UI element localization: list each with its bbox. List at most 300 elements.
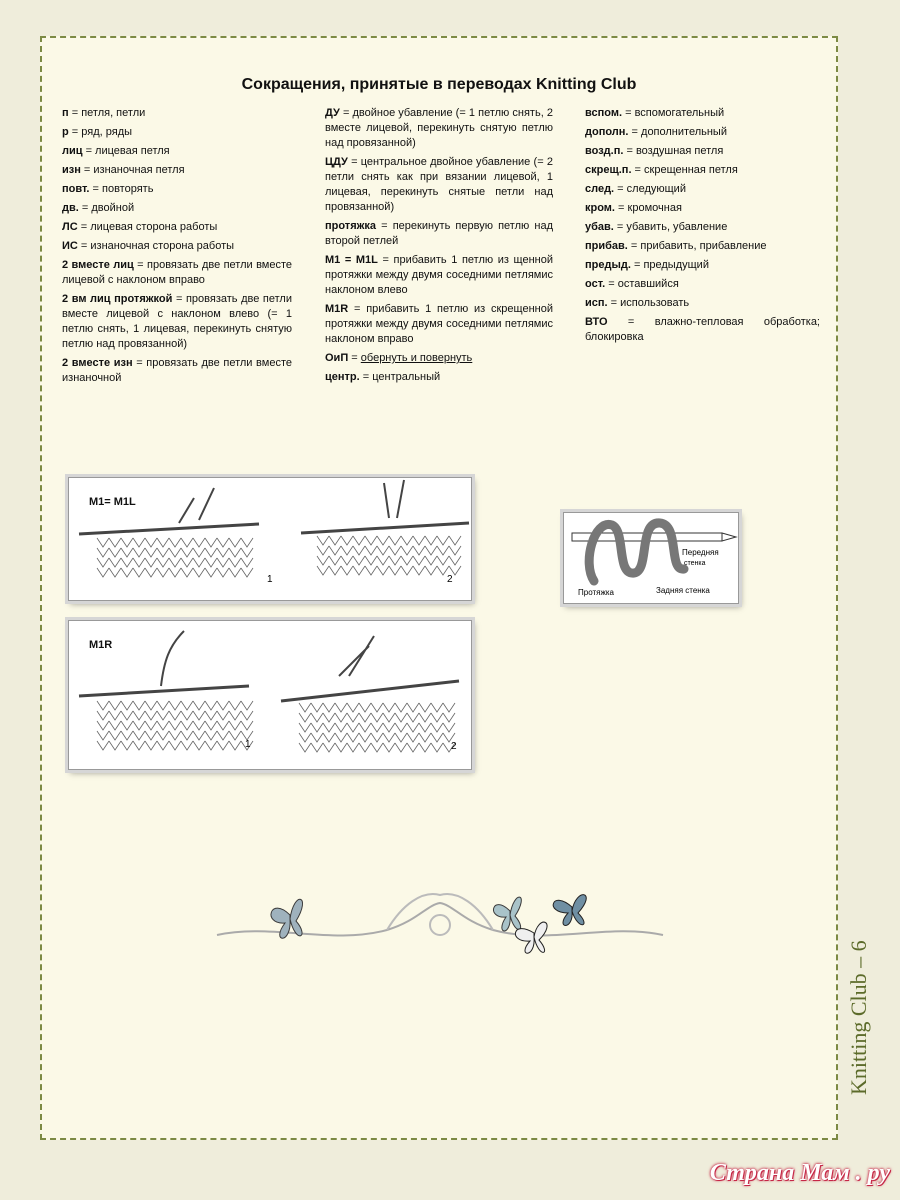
- stitch-mark: [109, 721, 121, 730]
- stitch-mark: [413, 546, 425, 555]
- stitch-mark: [193, 721, 205, 730]
- stitch-mark: [389, 536, 401, 545]
- abbreviation-term: 2 вместе изн: [62, 357, 133, 369]
- abbreviation-entry: [62, 125, 292, 140]
- abbreviation-term: убав.: [585, 221, 614, 233]
- stitch-mark: [217, 721, 229, 730]
- stitch-mark: [157, 538, 169, 547]
- stitch-mark: [169, 701, 181, 710]
- stitch-mark: [229, 538, 241, 547]
- stitch-mark: [109, 701, 121, 710]
- abbreviation-entry: [62, 144, 292, 159]
- butterfly-icon: [553, 895, 586, 926]
- stitch-mark: [389, 546, 401, 555]
- stitch-mark: [437, 556, 449, 565]
- stitch-mark: [181, 568, 193, 577]
- stitch-mark: [395, 723, 407, 732]
- abbreviation-entry: [325, 370, 553, 385]
- stitch-mark: [229, 731, 241, 740]
- stitch-mark: [353, 536, 365, 545]
- stitch-mark: [145, 568, 157, 577]
- stitch-mark: [443, 703, 455, 712]
- abbreviation-term: ЦДУ: [325, 156, 348, 168]
- stitch-mark: [121, 568, 133, 577]
- stitch-mark: [241, 538, 253, 547]
- abbreviation-entry: [325, 219, 553, 249]
- stitch-mark: [229, 568, 241, 577]
- stitch-mark: [299, 703, 311, 712]
- stitch-mark: [449, 556, 461, 565]
- page-title: Сокращения, принятые в переводах Knitting Club: [241, 76, 637, 93]
- stitch-mark: [395, 743, 407, 752]
- abbreviation-term: ДУ: [325, 107, 340, 119]
- stitch-mark: [157, 568, 169, 577]
- stitch-mark: [169, 558, 181, 567]
- stitch-mark: [407, 713, 419, 722]
- stitch-mark: [193, 548, 205, 557]
- stitch-mark: [193, 558, 205, 567]
- stitch-mark: [133, 568, 145, 577]
- abbreviation-definition: = двойное убавление (= 1 петлю снять, 2 вместе лицевой, перекинуть снятую петлю над провязанной): [325, 107, 553, 149]
- stitch-mark: [97, 741, 109, 750]
- abbreviation-term: дополн.: [585, 126, 629, 138]
- stitch-mark: [97, 711, 109, 720]
- stitch-mark: [121, 741, 133, 750]
- abbreviation-entry: [62, 201, 292, 216]
- stitch-mark: [121, 711, 133, 720]
- abbreviation-term: исп.: [585, 297, 608, 309]
- stitch-mark: [133, 741, 145, 750]
- stitch-mark: [347, 703, 359, 712]
- stitch-mark: [341, 556, 353, 565]
- abbreviation-entry: [62, 106, 292, 121]
- stitch-mark: [299, 713, 311, 722]
- abbreviation-definition: = лицевая сторона работы: [77, 221, 218, 233]
- stitch-mark: [347, 713, 359, 722]
- butterfly-icon: [494, 897, 522, 931]
- stitch-mark: [323, 723, 335, 732]
- abbreviation-entry: [62, 258, 292, 288]
- stitch-mark: [377, 536, 389, 545]
- stitch-mark: [241, 721, 253, 730]
- stitch-mark: [395, 733, 407, 742]
- stitch-mark: [205, 731, 217, 740]
- stitch-mark: [323, 703, 335, 712]
- abbreviation-entry: [325, 351, 553, 366]
- stitch-mark: [377, 566, 389, 575]
- stitch-mark: [299, 743, 311, 752]
- abbreviation-term: р: [62, 126, 69, 138]
- stitch-mark: [449, 536, 461, 545]
- stitch-mark: [229, 558, 241, 567]
- abbreviation-definition: = провязать две петли вместе лицевой с наклоном влево (= 1 петлю снять, 1 лицевая, перекинуть снятую петлю над провязанной): [62, 293, 292, 350]
- stitch-mark: [121, 721, 133, 730]
- stitch-mark: [449, 546, 461, 555]
- stitch-mark: [217, 548, 229, 557]
- stitch-mark: [365, 536, 377, 545]
- stitch-mark: [229, 701, 241, 710]
- stitch-mark: [157, 558, 169, 567]
- stitch-mark: [425, 546, 437, 555]
- stitch-mark: [407, 703, 419, 712]
- stitch-mark: [193, 731, 205, 740]
- stitch-mark: [419, 713, 431, 722]
- stitch-mark: [311, 743, 323, 752]
- strand-illustration: [564, 513, 740, 605]
- stitch-mark: [365, 556, 377, 565]
- stitch-mark: [193, 741, 205, 750]
- stitch-mark: [133, 701, 145, 710]
- butterfly-ornament: [212, 885, 668, 963]
- stitch-mark: [377, 546, 389, 555]
- stitch-mark: [401, 546, 413, 555]
- stitch-mark: [341, 546, 353, 555]
- stitch-mark: [431, 723, 443, 732]
- stitch-mark: [97, 548, 109, 557]
- abbreviation-term: п: [62, 107, 69, 119]
- stitch-mark: [205, 721, 217, 730]
- stitch-mark: [419, 703, 431, 712]
- stitch-mark: [329, 546, 341, 555]
- stitch-mark: [401, 556, 413, 565]
- side-page-label: Knitting Club – 6: [846, 940, 871, 1095]
- stitch-mark: [109, 731, 121, 740]
- stitch-mark: [413, 536, 425, 545]
- abbreviation-definition: = скрещенная петля: [631, 164, 738, 176]
- stitch-mark: [413, 556, 425, 565]
- abbreviation-term: протяжка: [325, 220, 377, 232]
- stitch-mark: [419, 733, 431, 742]
- stitch-mark: [169, 731, 181, 740]
- stitch-mark: [109, 558, 121, 567]
- stitch-mark: [299, 733, 311, 742]
- abbreviation-term: ОиП: [325, 352, 349, 364]
- stitch-mark: [443, 723, 455, 732]
- stitch-mark: [181, 548, 193, 557]
- front-wall-label-2: стенка: [684, 560, 706, 567]
- abbreviation-entry: [585, 258, 820, 273]
- abbreviation-definition: = прибавить 1 петлю из щенной протяжки между двумя соседними петлямис наклоном влево: [325, 254, 553, 296]
- stitch-mark: [133, 548, 145, 557]
- stitch-mark: [407, 723, 419, 732]
- m1r-step-1: 1: [245, 739, 251, 750]
- stitch-mark: [157, 711, 169, 720]
- m1r-illustration: [69, 621, 473, 771]
- stitch-mark: [395, 703, 407, 712]
- stitch-mark: [241, 548, 253, 557]
- stitch-mark: [133, 711, 145, 720]
- abbreviation-definition: = изнаночная петля: [80, 164, 185, 176]
- stitch-mark: [241, 711, 253, 720]
- stitch-mark: [205, 538, 217, 547]
- stitch-mark: [419, 723, 431, 732]
- abbreviation-definition: = провязать две петли вместе лицевой с наклоном вправо: [62, 259, 292, 286]
- abbreviation-term: вспом.: [585, 107, 623, 119]
- stitch-mark: [443, 713, 455, 722]
- stitch-mark: [109, 711, 121, 720]
- stitch-mark: [109, 548, 121, 557]
- abbreviation-term: 2 вм лиц протяжкой: [62, 293, 173, 305]
- abbreviation-entry: [585, 144, 820, 159]
- stitch-mark: [335, 733, 347, 742]
- abbreviation-entry: [585, 163, 820, 178]
- stitch-mark: [133, 731, 145, 740]
- abbreviation-term: лиц: [62, 145, 83, 157]
- abbreviation-entry: [585, 125, 820, 140]
- watermark: Страна Мам . ру: [709, 1160, 890, 1186]
- abbreviation-term: ост.: [585, 278, 606, 290]
- stitch-mark: [97, 701, 109, 710]
- m1l-illustration: [69, 478, 473, 602]
- abbreviation-definition: = вспомогательный: [622, 107, 725, 119]
- abbreviation-entry: [62, 182, 292, 197]
- abbreviation-term: дв.: [62, 202, 79, 214]
- stitch-mark: [359, 703, 371, 712]
- stitch-mark: [157, 548, 169, 557]
- stitch-mark: [371, 713, 383, 722]
- stitch-mark: [181, 731, 193, 740]
- stitch-mark: [311, 703, 323, 712]
- stitch-mark: [193, 568, 205, 577]
- stitch-mark: [437, 546, 449, 555]
- stitch-mark: [157, 741, 169, 750]
- stitch-mark: [317, 536, 329, 545]
- stitch-mark: [193, 711, 205, 720]
- abbreviation-entry: [585, 220, 820, 235]
- abbreviation-definition: = дополнительный: [628, 126, 727, 138]
- stitch-mark: [335, 723, 347, 732]
- abbreviation-definition: = петля, петли: [68, 107, 146, 119]
- stitch-mark: [181, 711, 193, 720]
- stitch-mark: [217, 538, 229, 547]
- stitch-mark: [133, 538, 145, 547]
- abbreviation-entry: [62, 163, 292, 178]
- stitch-mark: [401, 566, 413, 575]
- stitch-mark: [145, 731, 157, 740]
- m1l-step-2: 2: [447, 574, 453, 585]
- abbreviation-definition: = убавить, убавление: [613, 221, 728, 233]
- stitch-mark: [217, 701, 229, 710]
- stitch-mark: [109, 568, 121, 577]
- stitch-mark: [217, 731, 229, 740]
- m1r-label: M1R: [89, 639, 113, 651]
- stitch-mark: [371, 743, 383, 752]
- stitch-mark: [347, 723, 359, 732]
- stitch-mark: [205, 548, 217, 557]
- stitch-mark: [241, 568, 253, 577]
- stitch-mark: [335, 743, 347, 752]
- stitch-mark: [353, 566, 365, 575]
- stitch-mark: [205, 711, 217, 720]
- abbreviation-definition: = повторять: [89, 183, 154, 195]
- stitch-mark: [413, 566, 425, 575]
- stitch-mark: [371, 723, 383, 732]
- abbreviation-entry: [585, 182, 820, 197]
- stitch-mark: [383, 723, 395, 732]
- strand-diagram: [563, 512, 739, 604]
- stitch-mark: [311, 713, 323, 722]
- stitch-mark: [169, 711, 181, 720]
- abbreviation-definition: = ряд, ряды: [68, 126, 133, 138]
- stitch-mark: [109, 538, 121, 547]
- abbreviation-definition: = предыдущий: [630, 259, 709, 271]
- stitch-mark: [229, 548, 241, 557]
- stitch-mark: [241, 558, 253, 567]
- stitch-mark: [371, 733, 383, 742]
- abbreviation-definition: = прибавить 1 петлю из скрещенной протяжки между двумя соседними петлямис наклоном вправо: [325, 303, 553, 345]
- stitch-mark: [205, 568, 217, 577]
- abbreviation-term: 2 вместе лиц: [62, 259, 134, 271]
- m1l-diagram: [68, 477, 472, 601]
- stitch-mark: [181, 741, 193, 750]
- stitch-mark: [425, 536, 437, 545]
- abbreviation-definition-underlined: обернуть и повернуть: [360, 352, 473, 364]
- abbreviation-term: ИС: [62, 240, 78, 252]
- stitch-mark: [169, 538, 181, 547]
- abbreviation-entry: [62, 356, 292, 386]
- stitch-mark: [133, 721, 145, 730]
- stitch-mark: [323, 743, 335, 752]
- stitch-mark: [383, 743, 395, 752]
- stitch-mark: [407, 743, 419, 752]
- stitch-mark: [169, 741, 181, 750]
- abbreviation-definition: =: [348, 352, 361, 364]
- stitch-mark: [431, 713, 443, 722]
- abbreviation-definition: = центральное двойное убавление (= 2 петли снять как при вязании лицевой, 1 лицевая, перекинуть снятые петли над провязанной): [325, 156, 553, 213]
- abbreviation-definition: = лицевая петля: [82, 145, 170, 157]
- stitch-mark: [311, 723, 323, 732]
- stitch-mark: [329, 556, 341, 565]
- abbreviation-term: кром.: [585, 202, 615, 214]
- stitch-mark: [205, 701, 217, 710]
- stitch-mark: [181, 701, 193, 710]
- stitch-mark: [359, 733, 371, 742]
- stitch-mark: [169, 721, 181, 730]
- stitch-mark: [437, 536, 449, 545]
- stitch-mark: [431, 743, 443, 752]
- abbreviation-definition: = прибавить, прибавление: [627, 240, 767, 252]
- stitch-mark: [145, 711, 157, 720]
- stitch-mark: [341, 566, 353, 575]
- stitch-mark: [317, 546, 329, 555]
- stitch-mark: [157, 731, 169, 740]
- stitch-mark: [109, 741, 121, 750]
- stitch-mark: [229, 711, 241, 720]
- abbreviation-definition: = двойной: [78, 202, 135, 214]
- stitch-mark: [97, 538, 109, 547]
- stitch-mark: [383, 733, 395, 742]
- stitch-mark: [353, 556, 365, 565]
- abbreviation-entry: [585, 315, 820, 345]
- stitch-mark: [335, 713, 347, 722]
- abbreviation-term: возд.п.: [585, 145, 624, 157]
- abbreviation-definition: = изнаночная сторона работы: [77, 240, 235, 252]
- stitch-mark: [193, 538, 205, 547]
- strand-label: Протяжка: [578, 588, 614, 597]
- stitch-mark: [389, 556, 401, 565]
- stitch-mark: [205, 741, 217, 750]
- stitch-mark: [311, 733, 323, 742]
- stitch-mark: [121, 701, 133, 710]
- stitch-mark: [341, 536, 353, 545]
- abbreviation-entry: [62, 220, 292, 235]
- abbreviation-definition: = воздушная петля: [623, 145, 724, 157]
- stitch-mark: [121, 538, 133, 547]
- stitch-mark: [169, 568, 181, 577]
- stitch-mark: [193, 701, 205, 710]
- stitch-mark: [359, 723, 371, 732]
- abbreviation-term: изн: [62, 164, 81, 176]
- stitch-mark: [157, 701, 169, 710]
- stitch-mark: [145, 701, 157, 710]
- abbreviation-definition: = влажно-тепловая обработка; блокировка: [585, 316, 820, 343]
- stitch-mark: [217, 741, 229, 750]
- abbreviation-definition: = оставшийся: [605, 278, 679, 290]
- stitch-mark: [317, 566, 329, 575]
- stitch-mark: [401, 536, 413, 545]
- stitch-mark: [97, 721, 109, 730]
- back-wall-label: Задняя стенка: [656, 586, 710, 595]
- stitch-mark: [217, 558, 229, 567]
- stitch-mark: [121, 731, 133, 740]
- stitch-mark: [329, 566, 341, 575]
- stitch-mark: [353, 546, 365, 555]
- abbreviation-entry: [325, 155, 553, 215]
- abbreviation-entry: [585, 106, 820, 121]
- stitch-mark: [229, 721, 241, 730]
- stitch-mark: [317, 556, 329, 565]
- stitch-mark: [121, 548, 133, 557]
- stitch-mark: [347, 743, 359, 752]
- stitch-mark: [145, 558, 157, 567]
- stitch-mark: [431, 703, 443, 712]
- abbreviation-definition: = провязать две петли вместе изнаночной: [62, 357, 292, 384]
- abbreviation-entry: [62, 292, 292, 352]
- stitch-mark: [329, 536, 341, 545]
- stitch-mark: [323, 733, 335, 742]
- abbreviation-term: след.: [585, 183, 615, 195]
- m1l-step-1: 1: [267, 574, 273, 585]
- stitch-mark: [323, 713, 335, 722]
- m1r-step-2: 2: [451, 741, 457, 752]
- abbreviation-entry: [325, 302, 553, 347]
- stitch-mark: [371, 703, 383, 712]
- stitch-mark: [365, 566, 377, 575]
- stitch-mark: [425, 566, 437, 575]
- stitch-mark: [389, 566, 401, 575]
- abbreviation-term: скрещ.п.: [585, 164, 632, 176]
- stitch-mark: [419, 743, 431, 752]
- abbreviation-term: M1R: [325, 303, 349, 315]
- stitch-mark: [157, 721, 169, 730]
- abbreviation-entry: [325, 253, 553, 298]
- abbreviation-term: М1 = M1L: [325, 254, 378, 266]
- stitch-mark: [217, 568, 229, 577]
- abbreviation-definition: = использовать: [607, 297, 690, 309]
- abbreviation-entry: [585, 296, 820, 311]
- stitch-mark: [181, 721, 193, 730]
- stitch-mark: [407, 733, 419, 742]
- stitch-mark: [299, 723, 311, 732]
- stitch-mark: [383, 703, 395, 712]
- stitch-mark: [217, 711, 229, 720]
- abbreviation-entry: [585, 239, 820, 254]
- abbreviation-entry: [585, 201, 820, 216]
- stitch-mark: [395, 713, 407, 722]
- stitch-mark: [181, 558, 193, 567]
- stitch-mark: [169, 548, 181, 557]
- stitch-mark: [359, 743, 371, 752]
